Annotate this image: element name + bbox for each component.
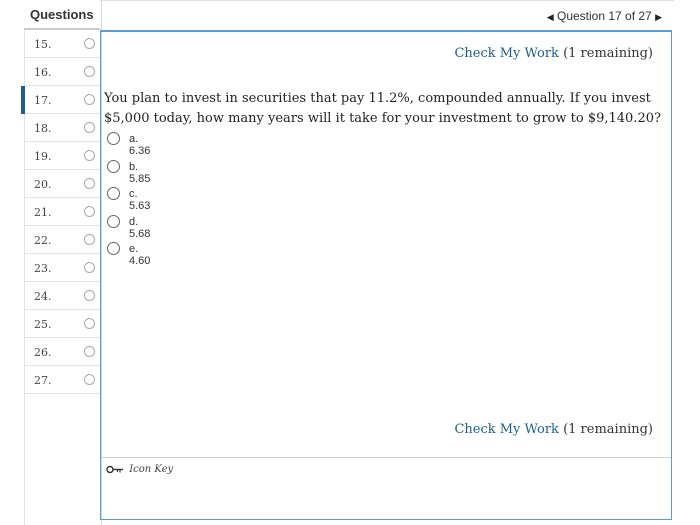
question-item-17[interactable] bbox=[24, 86, 100, 114]
radio-button-icon[interactable] bbox=[107, 132, 120, 145]
question-item-23[interactable] bbox=[24, 254, 100, 282]
question-number: 26. bbox=[34, 346, 52, 359]
question-item-15[interactable] bbox=[24, 30, 100, 58]
question-number: 19. bbox=[34, 150, 52, 163]
question-number: 16. bbox=[34, 66, 52, 79]
question-panel bbox=[100, 30, 672, 520]
question-number: 18. bbox=[34, 122, 52, 135]
option-label: c. 5.63 bbox=[129, 188, 151, 212]
status-circle-icon bbox=[84, 290, 95, 301]
status-circle-icon bbox=[84, 374, 95, 385]
question-list bbox=[24, 30, 100, 394]
question-number: 24. bbox=[34, 290, 52, 303]
question-number: 27. bbox=[34, 374, 52, 387]
question-position-label: Question 17 of 27 bbox=[557, 9, 652, 23]
icon-key[interactable] bbox=[106, 464, 173, 475]
remaining-count: (1 remaining) bbox=[563, 422, 653, 437]
status-circle-icon bbox=[84, 150, 95, 161]
radio-button-icon[interactable] bbox=[107, 160, 120, 173]
status-circle-icon bbox=[84, 94, 95, 105]
option-label: d. 5.68 bbox=[129, 215, 151, 240]
remaining-count: (1 remaining) bbox=[563, 46, 653, 61]
question-item-25[interactable] bbox=[24, 310, 100, 338]
option-label: a. 6.36 bbox=[129, 133, 151, 157]
active-indicator bbox=[21, 86, 25, 114]
radio-button-icon[interactable] bbox=[107, 215, 120, 228]
option-label: e. 4.60 bbox=[129, 243, 151, 267]
key-icon bbox=[106, 465, 124, 474]
status-circle-icon bbox=[84, 262, 95, 273]
prev-question-icon[interactable]: ◀ bbox=[546, 12, 554, 22]
question-item-20[interactable] bbox=[24, 170, 100, 198]
question-number: 20. bbox=[34, 178, 52, 191]
question-number: 22. bbox=[34, 234, 52, 247]
check-my-work-bottom bbox=[454, 422, 653, 437]
icon-key-label: Icon Key bbox=[129, 464, 174, 475]
questions-header: Questions bbox=[24, 0, 100, 30]
radio-button-icon[interactable] bbox=[107, 242, 120, 255]
status-circle-icon bbox=[84, 318, 95, 329]
footer-divider bbox=[101, 457, 671, 458]
question-number: 17. bbox=[34, 94, 52, 107]
question-item-21[interactable] bbox=[24, 198, 100, 226]
question-number: 21. bbox=[34, 206, 52, 219]
status-circle-icon bbox=[84, 206, 95, 217]
question-item-18[interactable] bbox=[24, 114, 100, 142]
question-item-19[interactable] bbox=[24, 142, 100, 170]
question-item-26[interactable] bbox=[24, 338, 100, 366]
question-item-24[interactable] bbox=[24, 282, 100, 310]
question-number: 15. bbox=[34, 38, 52, 51]
question-text: You plan to invest in securities that pay 11.2%, compounded annually. If you invest $5,000 today, how many years will it take for your investment to grow to $9,140.20? bbox=[104, 91, 661, 126]
question-item-22[interactable] bbox=[24, 226, 100, 254]
check-my-work-link[interactable]: Check My Work bbox=[454, 46, 559, 61]
question-number: 23. bbox=[34, 262, 52, 275]
question-item-16[interactable] bbox=[24, 58, 100, 86]
check-my-work-link[interactable]: Check My Work bbox=[454, 422, 559, 437]
option-label: b. 5.85 bbox=[129, 160, 151, 185]
question-number: 25. bbox=[34, 318, 52, 331]
question-navigation-bar bbox=[100, 0, 674, 31]
check-my-work-top bbox=[454, 46, 653, 61]
status-circle-icon bbox=[84, 38, 95, 49]
status-circle-icon bbox=[84, 122, 95, 133]
question-navigator bbox=[547, 9, 662, 23]
status-circle-icon bbox=[84, 66, 95, 77]
radio-button-icon[interactable] bbox=[107, 187, 120, 200]
question-item-27[interactable] bbox=[24, 366, 100, 394]
next-question-icon[interactable]: ▶ bbox=[655, 12, 662, 22]
status-circle-icon bbox=[84, 346, 95, 357]
status-circle-icon bbox=[84, 234, 95, 245]
status-circle-icon bbox=[84, 178, 95, 189]
